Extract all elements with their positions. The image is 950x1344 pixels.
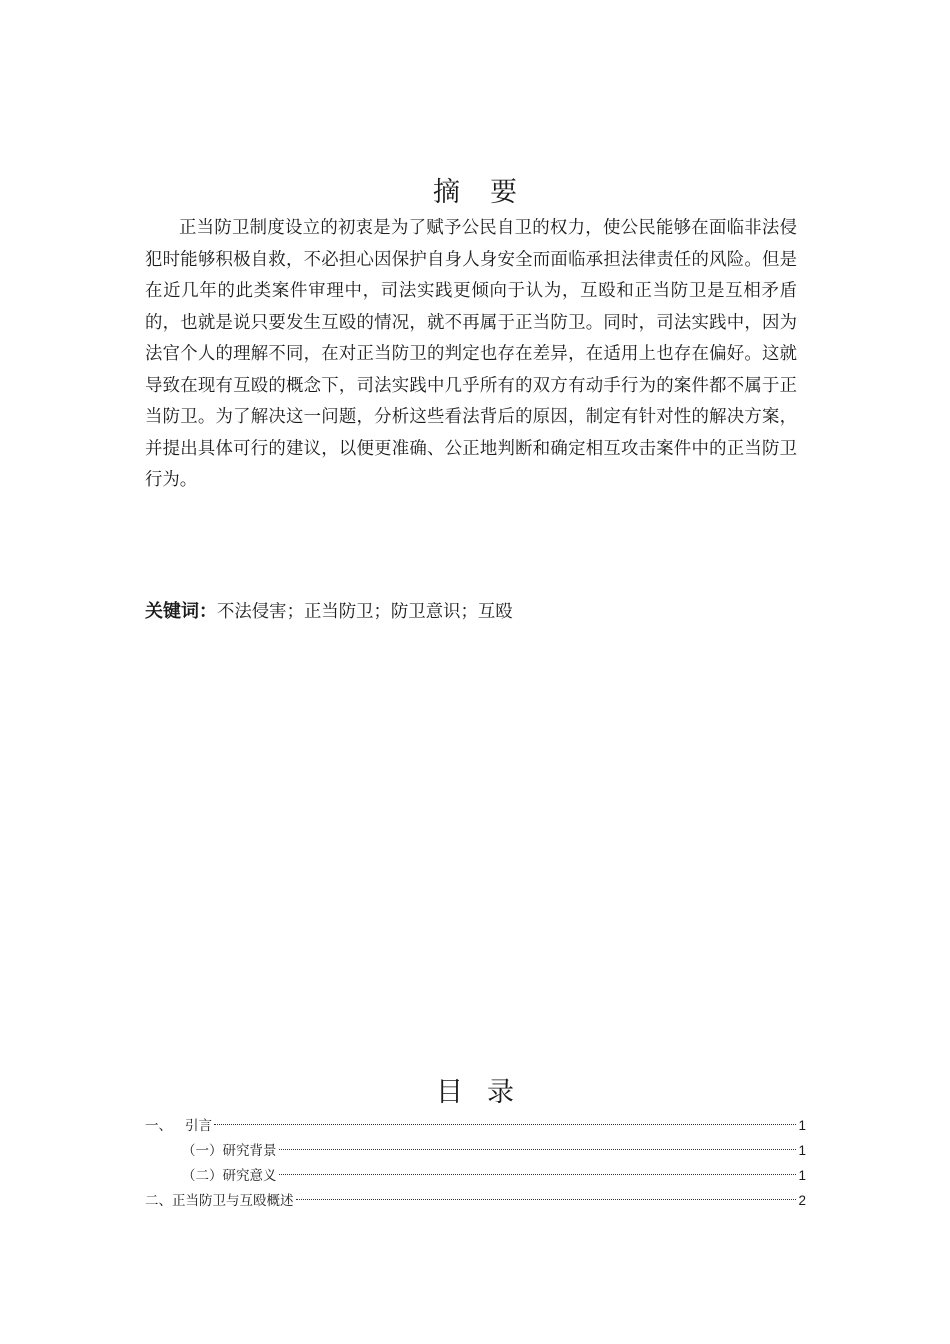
toc-leader: [279, 1174, 797, 1175]
toc-entry-research-background[interactable]: [145, 1138, 806, 1163]
toc-entry-research-significance[interactable]: [145, 1163, 806, 1188]
toc-entry-text: 引言: [185, 1118, 212, 1133]
toc-entry-introduction[interactable]: [145, 1113, 806, 1138]
toc-entry-page: 1: [798, 1143, 806, 1158]
toc-entry-text: （一）研究背景: [182, 1143, 277, 1158]
toc-title: 目录: [436, 1077, 538, 1108]
keywords-value: 不法侵害；正当防卫；防卫意识；互殴: [217, 602, 513, 622]
toc-entry-page: 1: [798, 1168, 806, 1183]
toc-entry-text: 二、正当防卫与互殴概述: [145, 1193, 294, 1208]
toc-entry-overview[interactable]: [145, 1188, 806, 1213]
abstract-body: 正当防卫制度设立的初衷是为了赋予公民自卫的权力，使公民能够在面临非法侵犯时能够积极自救，不必担心因保护自身人身安全而面临承担法律责任的风险。但是在近几年的此类案件审理中，司法实践更倾向于认为，互殴和正当防卫是互相矛盾的，也就是说只要发生互殴的情况，就不再属于正当防卫。同时，司法实践中，因为法官个人的理解不同，在对正当防卫的判定也存在差异，在适用上也存在偏好。这就导致在现有互殴的概念下，司法实践中几乎所有的双方有动手行为的案件都不属于正当防卫。为了解决这一问题，分析这些看法背后的原因，制定有针对性的解决方案，并提出具体可行的建议，以便更准确、公正地判断和确定相互攻击案件中的正当防卫行为。: [145, 218, 797, 490]
keywords-label: 关键词：: [145, 601, 217, 622]
toc-entry-page: 2: [798, 1193, 806, 1208]
toc-entry-page: 1: [798, 1118, 806, 1133]
toc-leader: [296, 1199, 797, 1200]
toc-leader: [279, 1149, 797, 1150]
keywords: [145, 598, 513, 626]
abstract-title: 摘要: [433, 177, 547, 208]
toc-entry-number: 一、: [145, 1118, 172, 1133]
table-of-contents: [145, 1113, 806, 1213]
toc-entry-text: （二）研究意义: [182, 1168, 277, 1183]
toc-leader: [214, 1124, 796, 1125]
